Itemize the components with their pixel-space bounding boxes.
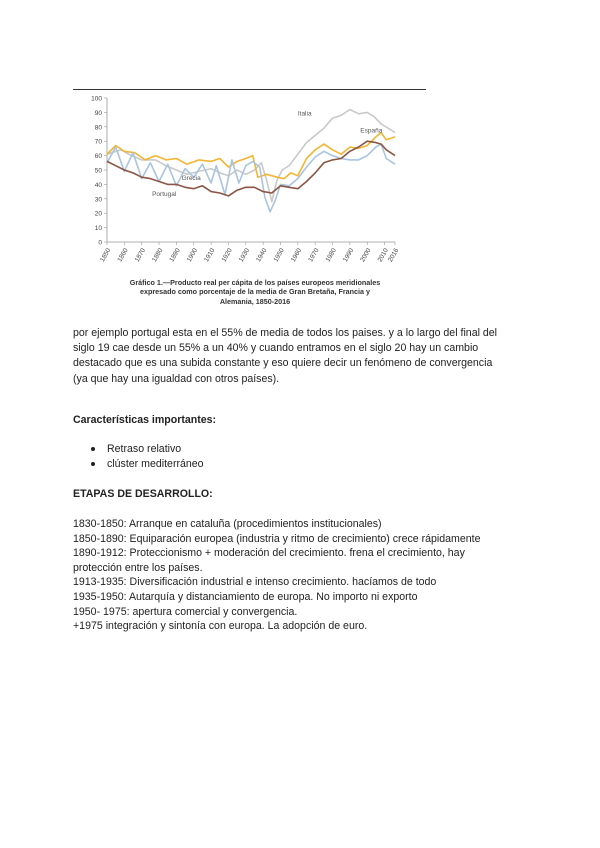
y-tick-label: 60 xyxy=(94,153,102,161)
stage-line: 1850-1890: Equiparación europea (industria y ritmo de crecimiento) crece rápidamente xyxy=(73,532,481,545)
gdp-chart xyxy=(85,92,410,272)
x-tick-label: 1980 xyxy=(324,247,338,264)
x-tick-label: 1860 xyxy=(116,247,130,264)
x-tick-label: 1940 xyxy=(255,247,269,264)
stages-list xyxy=(73,517,533,634)
x-tick-label: 1970 xyxy=(307,247,321,264)
x-tick-label: 1960 xyxy=(289,247,304,264)
stage-line: 1935-1950: Autarquía y distanciamiento de europa. No importo ni exporto xyxy=(73,590,418,603)
caption-line: expresado como porcentaje de la media de Gran Bretaña, Francia y xyxy=(139,287,371,297)
y-tick-label: 20 xyxy=(94,210,102,218)
paragraph-line: por ejemplo portugal esta en el 55% de media de todos los paises. y a lo largo del final del xyxy=(73,327,498,339)
x-tick-label: 2000 xyxy=(359,247,373,264)
paragraph-line: siglo 19 cae desde un 55% a un 40% y cuando entramos en el siglo 20 hay un cambio xyxy=(73,342,479,355)
analysis-paragraph xyxy=(73,326,533,387)
x-tick-label: 1930 xyxy=(237,247,252,264)
x-tick-label: 1890 xyxy=(168,247,182,264)
stage-line: 1950- 1975: apertura comercial y convergencia. xyxy=(73,605,298,618)
features-list xyxy=(73,442,204,472)
stage-line: protección entre los países. xyxy=(73,561,203,574)
x-tick-label: 1920 xyxy=(220,247,234,264)
x-tick-label: 2016 xyxy=(387,247,401,264)
series-line-portugal xyxy=(107,141,395,196)
list-item: Retraso relativo xyxy=(73,442,204,457)
stage-line: 1830-1850: Arranque en cataluña (procedimientos institucionales) xyxy=(73,518,382,530)
paragraph-line: (ya que hay una igualdad con otros países). xyxy=(73,372,280,385)
y-tick-label: 40 xyxy=(94,181,102,189)
x-tick-label: 1850 xyxy=(99,247,113,264)
x-tick-label: 1900 xyxy=(185,247,200,264)
y-tick-label: 0 xyxy=(98,239,102,247)
stages-heading: ETAPAS DE DESARROLLO: xyxy=(73,488,213,500)
y-tick-label: 50 xyxy=(94,167,102,175)
x-tick-label: 1950 xyxy=(272,247,286,264)
x-tick-label: 2010 xyxy=(376,247,390,264)
x-tick-label: 1880 xyxy=(151,247,165,264)
x-tick-label: 1910 xyxy=(203,247,217,264)
y-tick-label: 100 xyxy=(91,95,102,103)
y-tick-label: 80 xyxy=(94,124,102,132)
top-rule xyxy=(73,89,426,90)
series-label: España xyxy=(360,127,383,135)
stage-line: 1913-1935: Diversificación industrial e intenso crecimiento. hacíamos de todo xyxy=(73,576,437,589)
y-tick-label: 70 xyxy=(94,138,102,146)
chart-caption xyxy=(105,278,405,306)
chart-canvas xyxy=(85,92,410,272)
x-tick-label: 1990 xyxy=(341,247,356,264)
x-tick-label: 1870 xyxy=(133,247,148,264)
y-tick-label: 30 xyxy=(94,196,102,204)
stage-line: +1975 integración y sintonía con europa. La adopción de euro. xyxy=(73,620,368,633)
stage-line: 1890-1912: Proteccionismo + moderación del crecimiento. frena el crecimiento, hay xyxy=(73,547,465,560)
paragraph-line: destacado que es una subida constante y eso quiere decir un fenómeno de convergencia xyxy=(73,357,493,370)
series-label: Italia xyxy=(297,110,312,118)
series-label: Grecia xyxy=(181,175,201,183)
series-label: Portugal xyxy=(152,190,177,198)
y-tick-label: 90 xyxy=(94,109,102,117)
caption-line: Gráfico 1.—Producto real per cápita de los países europeos meridionales xyxy=(129,278,381,287)
caption-line: Alemania, 1850-2016 xyxy=(219,296,291,306)
list-item: clúster mediterráneo xyxy=(73,457,204,472)
features-heading: Características importantes: xyxy=(73,414,217,426)
y-tick-label: 10 xyxy=(94,225,102,233)
